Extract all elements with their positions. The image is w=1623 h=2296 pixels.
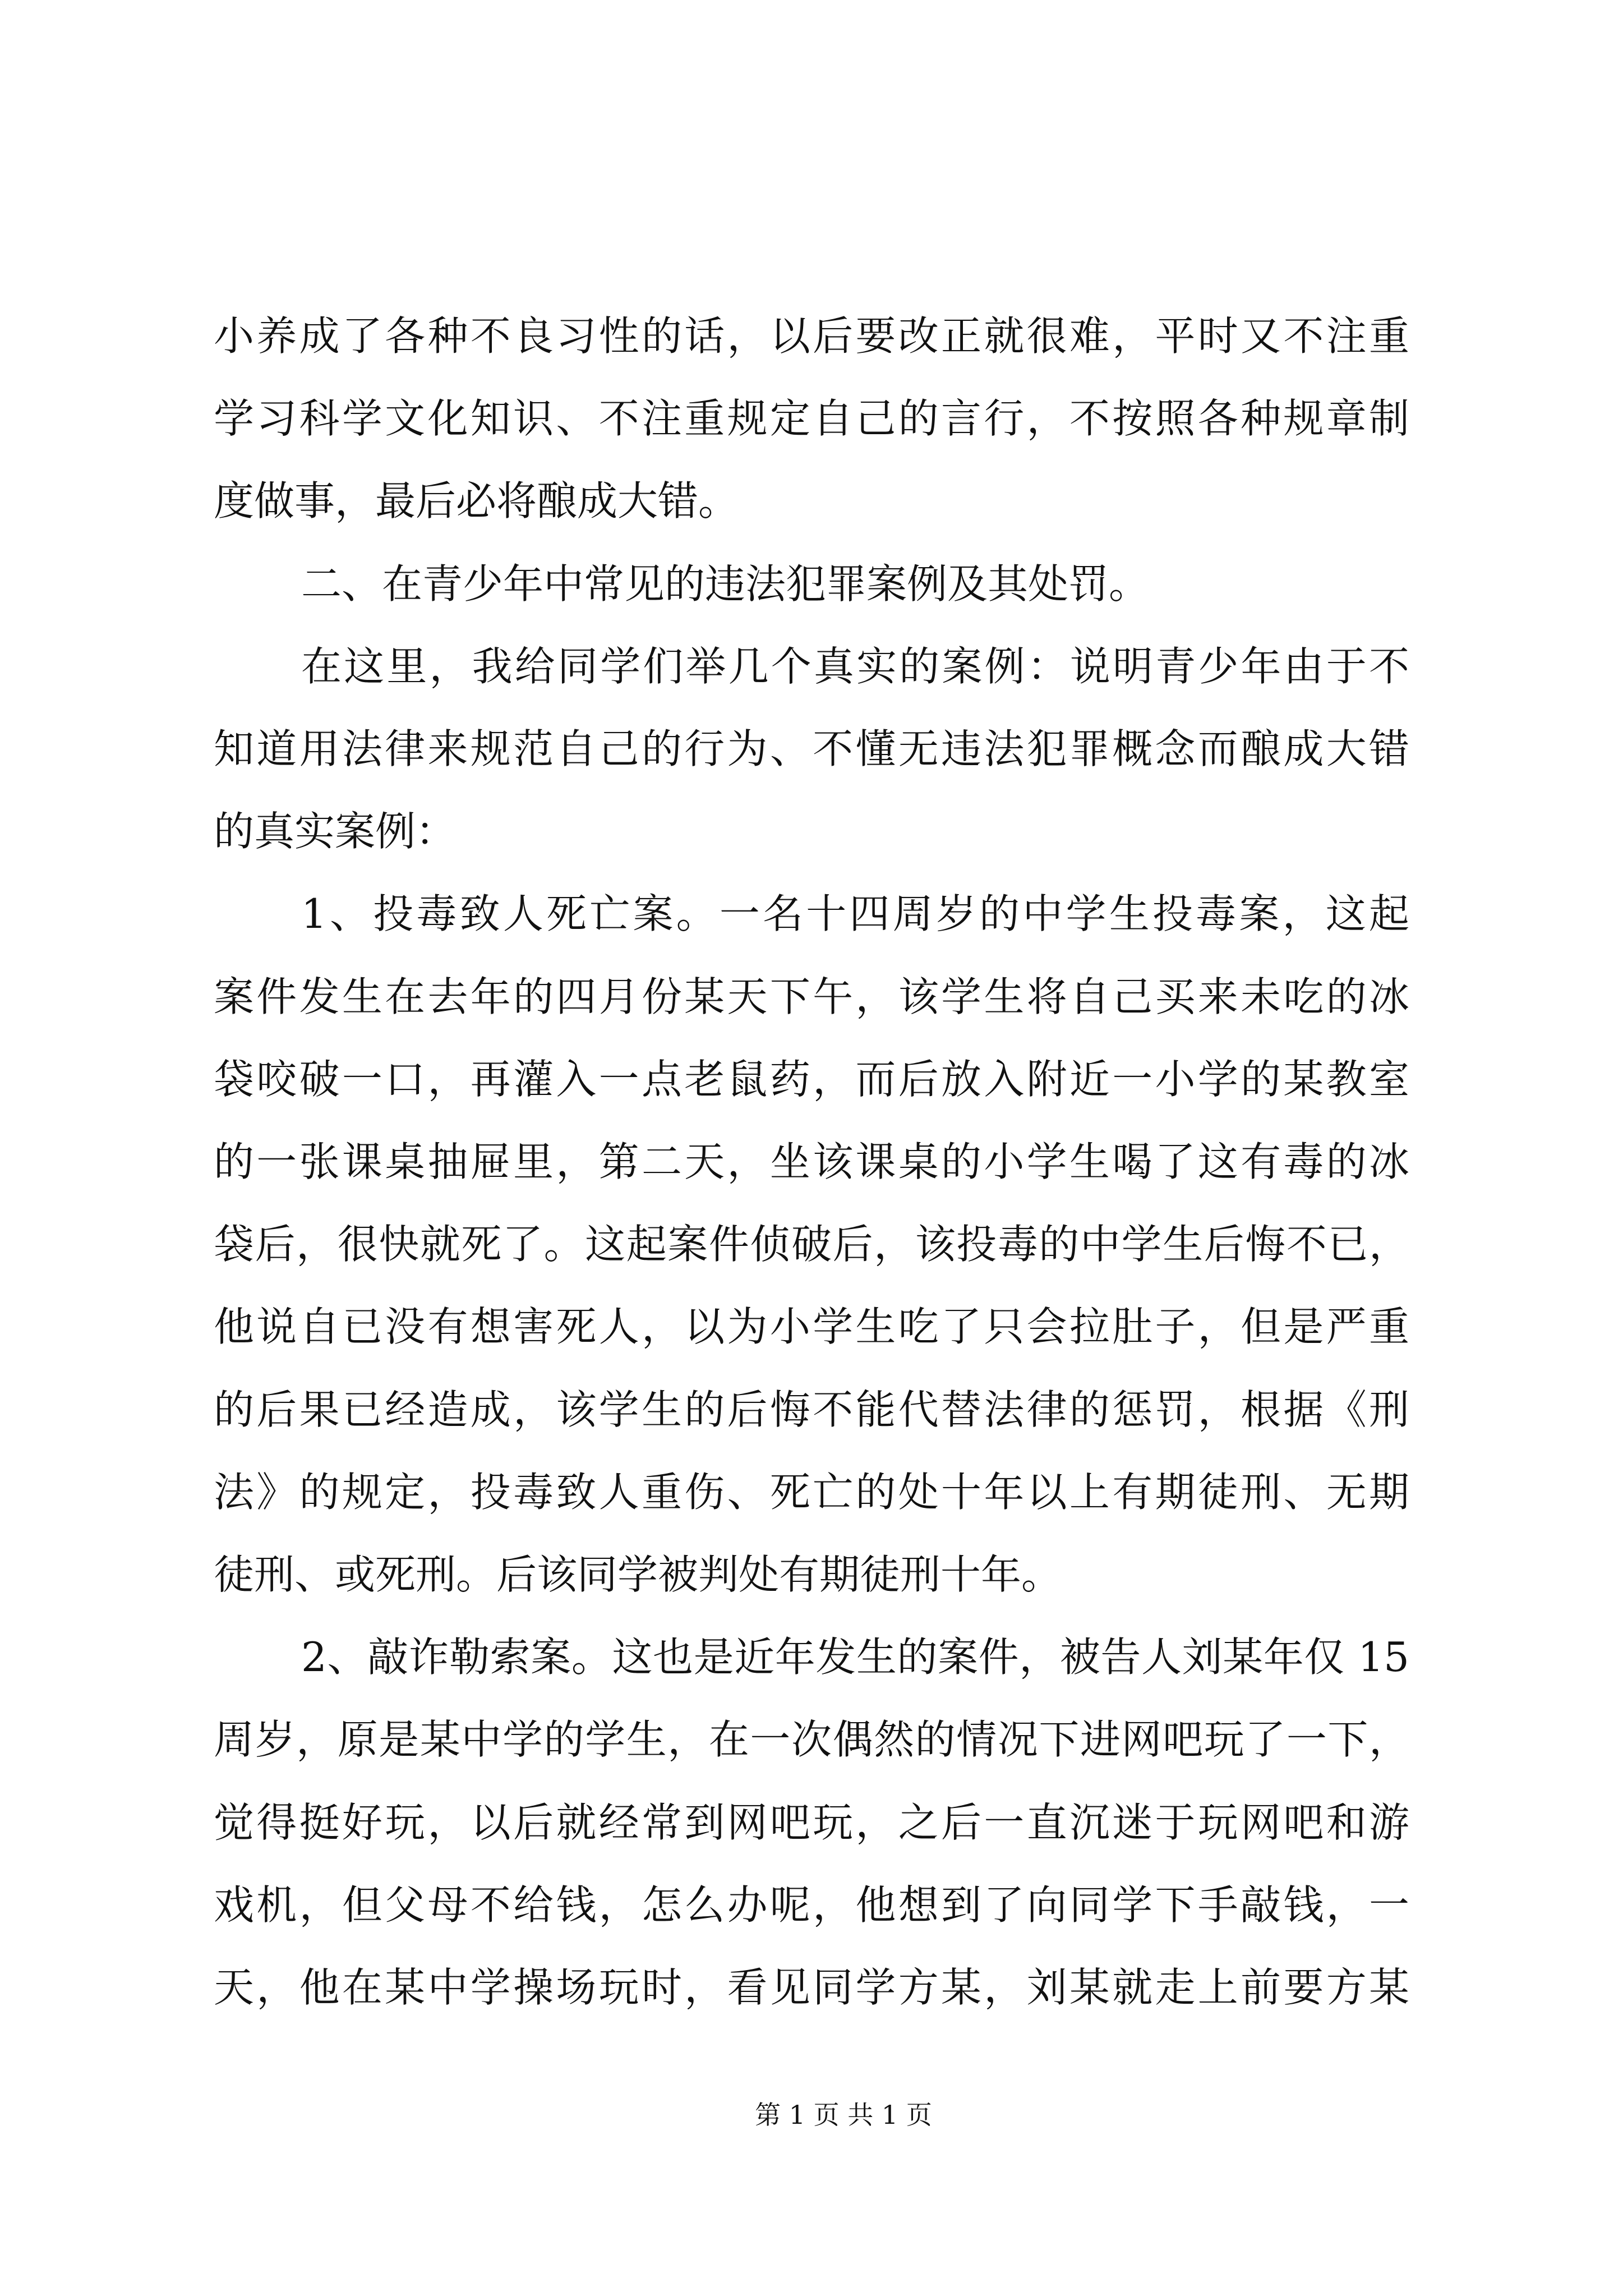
- paragraph-line: 法》的规定，投毒致人重伤、死亡的处十年以上有期徒刑、无期: [214, 1468, 1409, 1516]
- section-heading: [214, 543, 1409, 625]
- paragraph-line: 小养成了各种不良习性的话，以后要改正就很难，平时又不注重: [214, 312, 1409, 360]
- paragraph-line: 的一张课桌抽屉里，第二天，坐该课桌的小学生喝了这有毒的冰: [214, 1138, 1409, 1186]
- paragraph-line: 2、敲诈勒索案。这也是近年发生的案件，被告人刘某年仅 15: [301, 1634, 1409, 1681]
- paragraph-line: 天，他在某中学操场玩时，看见同学方某，刘某就走上前要方某: [214, 1964, 1409, 2012]
- paragraph-line: 案件发生在去年的四月份某天下午，该学生将自己买来未吃的冰: [214, 973, 1409, 1020]
- paragraph: [214, 625, 1409, 873]
- paragraph-line: 觉得挺好玩，以后就经常到网吧玩，之后一直沉迷于玩网吧和游: [214, 1798, 1409, 1846]
- paragraph-line: 知道用法律来规范自己的行为、不懂无违法犯罪概念而酿成大错: [214, 725, 1409, 773]
- paragraph-line: 他说自已没有想害死人，以为小学生吃了只会拉肚子，但是严重: [214, 1303, 1409, 1351]
- paragraph-line: 的后果已经造成，该学生的后悔不能代替法律的惩罚，根据《刑: [214, 1386, 1409, 1433]
- paragraph-line: 周岁，原是某中学的学生，在一次偶然的情况下进网吧玩了一下，: [214, 1716, 1409, 1764]
- paragraph: [214, 873, 1409, 1616]
- paragraph-line: 戏机，但父母不给钱，怎么办呢，他想到了向同学下手敲钱，一: [214, 1881, 1409, 1929]
- paragraph-line: 袋后，很快就死了。这起案件侦破后，该投毒的中学生后悔不已，: [214, 1221, 1409, 1268]
- paragraph-line: 二、在青少年中常见的违法犯罪案例及其处罚。: [301, 560, 1150, 608]
- paragraph-line: 袋咬破一口，再灌入一点老鼠药，而后放入附近一小学的某教室: [214, 1055, 1409, 1103]
- paragraph-line: 学习科学文化知识、不注重规定自己的言行，不按照各种规章制: [214, 395, 1409, 443]
- document-body: [214, 295, 1409, 2029]
- paragraph-line: 的真实案例：: [214, 808, 457, 855]
- paragraph-line: 徒刑、或死刑。后该同学被判处有期徒刑十年。: [214, 1551, 1062, 1599]
- paragraph-line: 在这里，我给同学们举几个真实的案例：说明青少年由于不: [301, 642, 1409, 690]
- paragraph-line: 1、投毒致人死亡案。一名十四周岁的中学生投毒案，这起: [301, 890, 1409, 938]
- page-footer: 第 1 页 共 1 页: [755, 2100, 932, 2130]
- paragraph-line: 度做事，最后必将酿成大错。: [214, 477, 739, 525]
- paragraph: [214, 1616, 1409, 2029]
- paragraph: [214, 295, 1409, 543]
